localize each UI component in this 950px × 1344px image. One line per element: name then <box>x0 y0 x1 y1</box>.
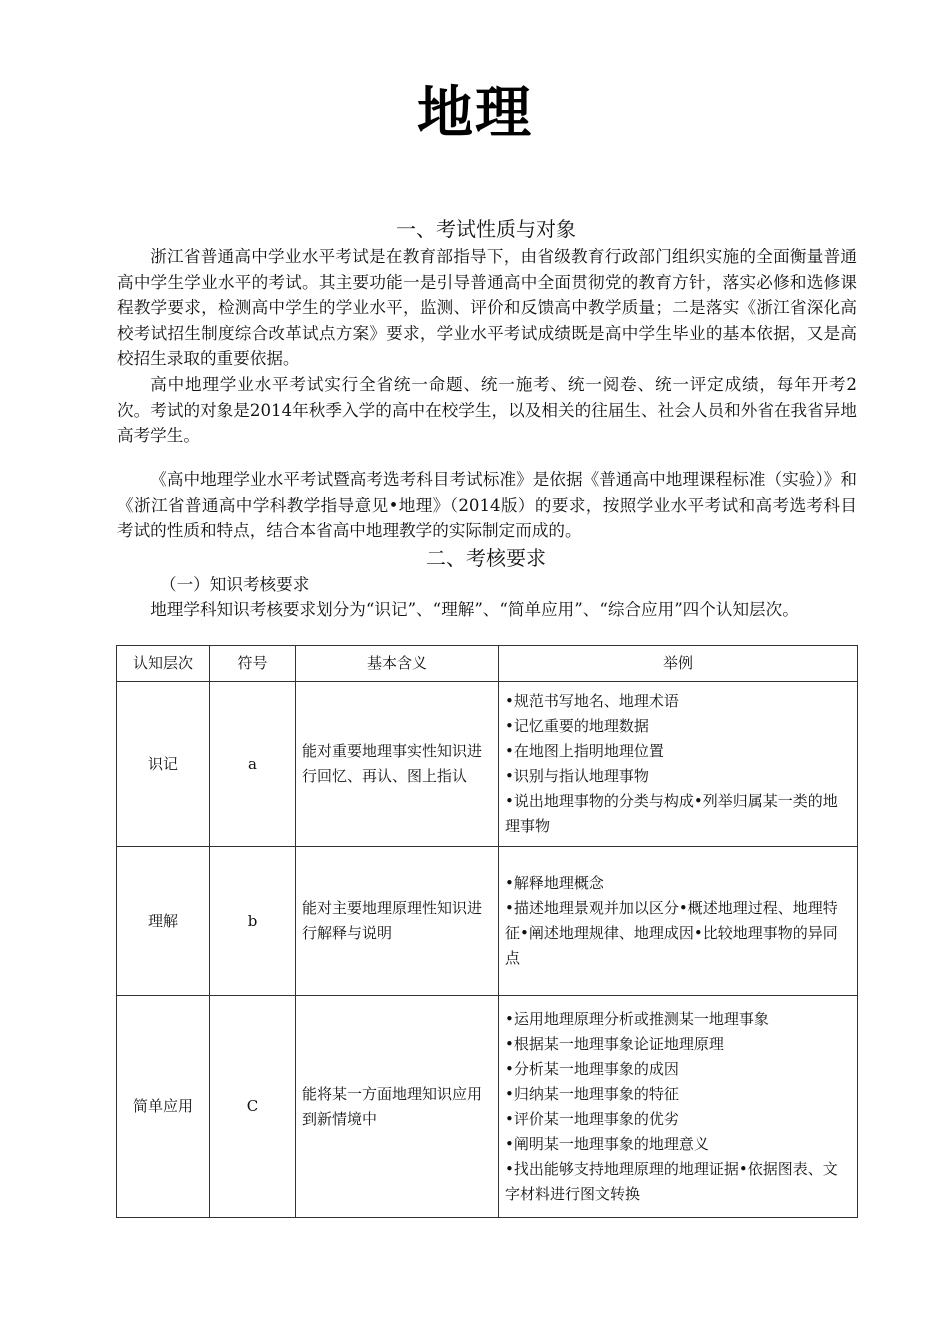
example-item: •描述地理景观并加以区分•概述地理过程、地理特征•阐述地理规律、地理成因•比较地理事物的异同点 <box>505 899 838 967</box>
header-meaning: 基本含义 <box>296 646 499 682</box>
example-item: •根据某一地理事象论证地理原理 <box>505 1034 724 1053</box>
section-heading-1: 一、考试性质与对象 <box>396 217 576 241</box>
level-cell: 识记 <box>117 682 210 847</box>
table-row <box>117 996 858 1218</box>
example-item: •评价某一地理事象的优劣 <box>505 1109 679 1128</box>
symbol-cell: C <box>210 996 296 1218</box>
symbol-cell: b <box>210 847 296 996</box>
level-cell: 理解 <box>117 847 210 996</box>
examples-cell <box>499 682 858 847</box>
header-examples: 举例 <box>499 646 858 682</box>
symbol-cell: a <box>210 682 296 847</box>
page-title: 地理 <box>417 81 533 146</box>
meaning-cell: 能对主要地理原理性知识进行解释与说明 <box>296 847 499 996</box>
cognitive-level-table <box>116 645 858 1218</box>
example-item: •在地图上指明地理位置 <box>505 742 664 760</box>
example-item: •识别与指认地理事物 <box>505 767 649 785</box>
example-item: •规范书写地名、地理术语 <box>505 692 679 710</box>
paragraph-intro: 地理学科知识考核要求划分为“识记”、“理解”、“简单应用”、“综合应用”四个认知层次。 <box>150 600 799 619</box>
example-item: •运用地理原理分析或推测某一地理事象 <box>505 1009 769 1028</box>
example-item: •记忆重要的地理数据 <box>505 717 649 735</box>
header-symbol: 符号 <box>210 646 296 682</box>
meaning-cell: 能将某一方面地理知识应用到新情境中 <box>296 996 499 1218</box>
example-item: •归纳某一地理事象的特征 <box>505 1084 679 1103</box>
meaning-cell: 能对重要地理事实性知识进行回忆、再认、图上指认 <box>296 682 499 847</box>
paragraph-2: 高中地理学业水平考试实行全省统一命题、统一施考、统一阅卷、统一评定成绩，每年开考2次。考试的对象是2014年秋季入学的高中在校学生，以及相关的往届生、社会人员和外省在我省异地高考学生。 <box>117 375 857 445</box>
example-item: •阐明某一地理事象的地理意义 <box>505 1134 709 1153</box>
table-row <box>117 682 858 847</box>
section-heading-2: 二、考核要求 <box>426 546 546 570</box>
examples-cell <box>499 847 858 996</box>
table-row <box>117 847 858 996</box>
example-item: •找出能够支持地理原理的地理证据•依据图表、文字材料进行图文转换 <box>505 1159 838 1203</box>
example-item: •分析某一地理事象的成因 <box>505 1059 679 1078</box>
example-item: •说出地理事物的分类与构成•列举归属某一类的地理事物 <box>505 792 838 835</box>
paragraph-1: 浙江省普通高中学业水平考试是在教育部指导下，由省级教育行政部门组织实施的全面衡量普通高中学生学业水平的考试。其主要功能一是引导普通高中全面贯彻党的教育方针，落实必修和选修课程教学要求，检测高中学生的学业水平，监测、评价和反馈高中教学质量；二是落实《浙江省深化高校考试招生制度综合改革试点方案》要求，学业水平考试成绩既是高中学生毕业的基本依据，又是高校招生录取的重要依据。 <box>117 247 857 368</box>
paragraph-3: 《高中地理学业水平考试暨高考选考科目考试标准》是依据《普通高中地理课程标准（实验）》和《浙江省普通高中学科教学指导意见•地理》（2014版）的要求，按照学业水平考试和高考选考科目考试的性质和特点，结合本省高中地理教学的实际制定而成的。 <box>117 470 857 540</box>
example-item: •解释地理概念 <box>505 874 604 892</box>
level-cell: 简单应用 <box>117 996 210 1218</box>
examples-cell <box>499 996 858 1218</box>
header-level: 认知层次 <box>117 646 210 682</box>
subsection-heading: （一）知识考核要求 <box>160 575 310 594</box>
table-header-row <box>117 646 858 682</box>
